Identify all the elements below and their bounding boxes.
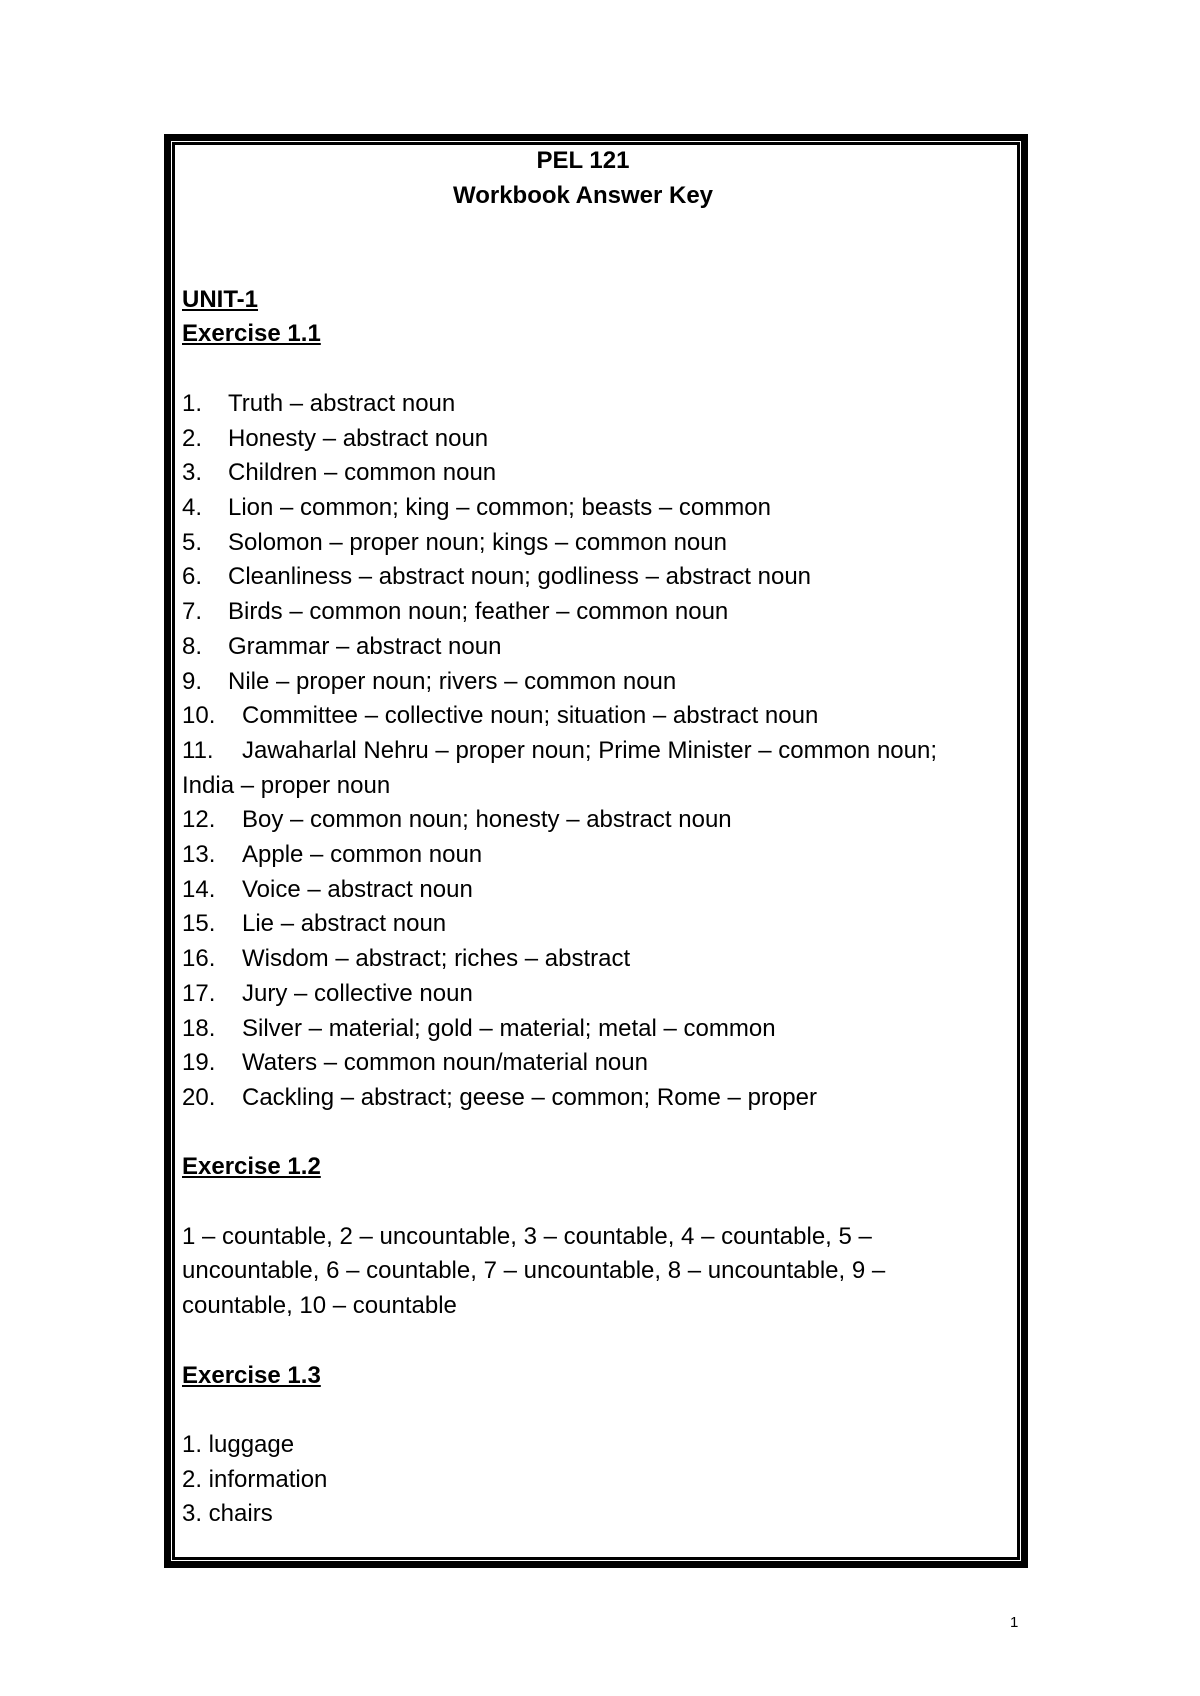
course-code: PEL 121 — [536, 147, 630, 174]
exercise-1-3-answers — [182, 1428, 1012, 1532]
exercise-1-1-answers — [182, 387, 1012, 1116]
exercise-1-2-line: uncountable, 6 – countable, 7 – uncountable, 8 – uncountable, 9 – — [182, 1257, 886, 1285]
list-item: 19. Waters – common noun/material noun — [182, 1049, 648, 1077]
document-title: Workbook Answer Key — [452, 181, 714, 209]
list-item: 17. Jury – collective noun — [182, 979, 473, 1007]
list-item: 16. Wisdom – abstract; riches – abstract — [182, 945, 631, 973]
exercise-1-2-line: countable, 10 – countable — [182, 1292, 457, 1320]
exercise-1-3-heading: Exercise 1.3 — [182, 1361, 321, 1389]
list-item: 2. Honesty – abstract noun — [182, 424, 489, 452]
list-item: 3. chairs — [182, 1500, 273, 1528]
list-item: 9. Nile – proper noun; rivers – common noun — [182, 667, 677, 695]
list-item: 10. Committee – collective noun; situation – abstract noun — [182, 702, 819, 730]
list-item: 6. Cleanliness – abstract noun; godliness – abstract noun — [182, 563, 812, 591]
list-item: 14. Voice – abstract noun — [182, 875, 473, 903]
list-item: 2. information — [182, 1465, 328, 1493]
document-body — [182, 144, 1012, 1532]
unit-heading: UNIT-1 — [182, 285, 259, 313]
page-number: 1 — [1010, 1614, 1019, 1631]
list-item: 18. Silver – material; gold – material; metal – common — [182, 1014, 776, 1042]
list-item: 3. Children – common noun — [182, 459, 497, 487]
list-item: 15. Lie – abstract noun — [182, 910, 447, 938]
exercise-1-2-heading: Exercise 1.2 — [182, 1153, 321, 1181]
list-item: 4. Lion – common; king – common; beasts – common — [182, 493, 771, 521]
list-item: 20. Cackling – abstract; geese – common; Rome – proper — [182, 1083, 817, 1111]
exercise-1-1-heading: Exercise 1.1 — [182, 320, 321, 348]
list-item: 13. Apple – common noun — [182, 841, 483, 869]
exercise-1-2-line: 1 – countable, 2 – uncountable, 3 – countable, 4 – countable, 5 – — [182, 1222, 872, 1250]
list-item: 1. luggage — [182, 1430, 295, 1458]
list-item: 7. Birds – common noun; feather – common noun — [182, 598, 729, 626]
list-item: 8. Grammar – abstract noun — [182, 632, 502, 660]
list-item: 11. Jawaharlal Nehru – proper noun; Prime Minister – common noun; India – proper noun — [182, 736, 938, 799]
exercise-1-2-answers — [182, 1220, 962, 1324]
list-item: 12. Boy – common noun; honesty – abstract noun — [182, 806, 732, 834]
list-item: 5. Solomon – proper noun; kings – common noun — [182, 528, 727, 556]
list-item: 1. Truth – abstract noun — [182, 389, 456, 417]
